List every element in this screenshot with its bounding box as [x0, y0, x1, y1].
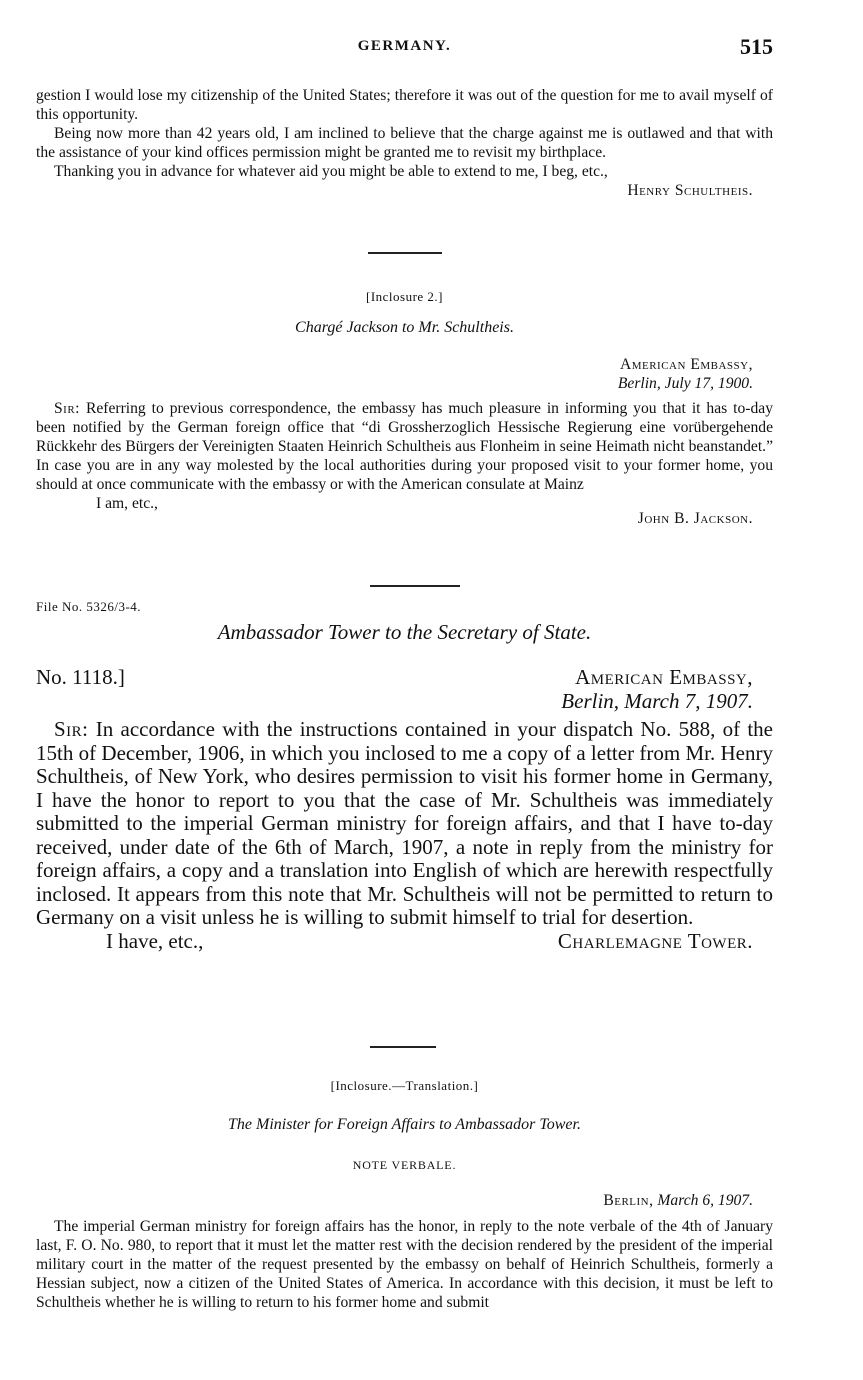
- translation-place: Berlin,: [603, 1192, 654, 1209]
- inclosure2-label: [Inclosure 2.]: [365, 289, 444, 304]
- translation-body: The imperial German ministry for foreign affairs has the honor, in reply to the note verbale of the 4th of January last, F. O. No. 980, to report that it must let the matter rest with the decision rendered by the president of the imperial military court in the matter of the request presented by the embassy on behalf of Heinrich Schultheis, formerly a Hessian subject, now a citizen of the United States of America. In accordance with this decision, it must be left to Schultheis whether he is willing to return to his former home and submit: [36, 1218, 773, 1311]
- inclosure2-letter: [36, 355, 773, 528]
- inclosure2-title: Chargé Jackson to Mr. Schultheis.: [295, 319, 514, 336]
- inclosure2-body: Referring to previous correspondence, the embassy has much pleasure in informing you that it has to-day been notified by the German foreign office that “di Grossherzoglich Hessische Regierung eine vorübergehende Rückkehr des Bürgers der Vereinigten Staaten Heinrich Schultheis aus Flonheim in seine Heimath nicht beanstandet.” In case you are in any way molested by the local authorities during your proposed visit to your former home, you should at once communicate with the embassy or with the American consulate at Mainz: [36, 400, 773, 493]
- dispatch-title: Ambassador Tower to the Secretary of State.: [217, 620, 592, 644]
- inclosure2-date: Berlin, July 17, 1900.: [617, 375, 753, 392]
- dispatch-body: In accordance with the instructions contained in your dispatch No. 588, of the 15th of December, 1906, in which you inclosed to me a copy of a letter from Mr. Henry Schultheis, of New York, who desires permission to visit his former home in Germany, I have the honor to report to you that the case of Mr. Schultheis was immediately submitted to the imperial German ministry for foreign affairs, and that I have to-day received, under date of the 6th of March, 1907, a note in reply from the ministry for foreign affairs, a copy and a translation into English of which are herewith respectfully inclosed. It appears from this note that Mr. Schultheis will not be permitted to return to Germany on a visit unless he is willing to submit himself to trial for desertion.: [36, 717, 774, 929]
- dispatch-closing: I have, etc.,: [106, 928, 204, 953]
- running-head-title: GERMANY.: [357, 38, 452, 54]
- file-number: File No. 5326/3-4.: [36, 599, 142, 614]
- inclosure2-closing: I am, etc.,: [96, 495, 158, 512]
- dispatch-signature: Charlemagne Tower.: [557, 928, 753, 953]
- letter1-signature: Henry Schultheis.: [627, 182, 753, 199]
- inclosure2-salutation: Sir:: [54, 400, 81, 417]
- letter1-paragraph-1: gestion I would lose my citizenship of the United States; therefore it was out of the question for me to avail myself of this opportunity.: [36, 87, 773, 123]
- letter1-continuation: [36, 86, 773, 200]
- page-number: 515: [740, 34, 773, 59]
- translation-date: March 6, 1907.: [657, 1192, 753, 1209]
- divider: [370, 585, 460, 587]
- letter1-paragraph-3: Thanking you in advance for whatever aid you might be able to extend to me, I beg, etc.,: [54, 163, 608, 180]
- translation-label: [Inclosure.—Translation.]: [330, 1078, 479, 1093]
- dispatch-salutation: Sir:: [54, 717, 89, 741]
- divider: [368, 252, 442, 254]
- dispatch-number: No. 1118.]: [36, 665, 125, 689]
- inclosure2-signature: John B. Jackson.: [637, 510, 753, 527]
- translation-title: The Minister for Foreign Affairs to Ambassador Tower.: [228, 1116, 581, 1133]
- letter1-paragraph-2: Being now more than 42 years old, I am inclined to believe that the charge against me is outlawed and that with the assistance of your kind offices permission might be granted me to revisit my birthplace.: [36, 125, 773, 161]
- divider: [370, 1046, 436, 1048]
- dispatch-place: American Embassy,: [575, 665, 753, 689]
- dispatch-letter: [36, 666, 773, 956]
- running-head: [36, 36, 773, 60]
- inclosure2-place: American Embassy,: [619, 356, 753, 373]
- translation-dateline: [36, 1191, 773, 1210]
- dispatch-date: Berlin, March 7, 1907.: [561, 688, 753, 713]
- note-verbale-heading: NOTE VERBALE.: [352, 1158, 457, 1172]
